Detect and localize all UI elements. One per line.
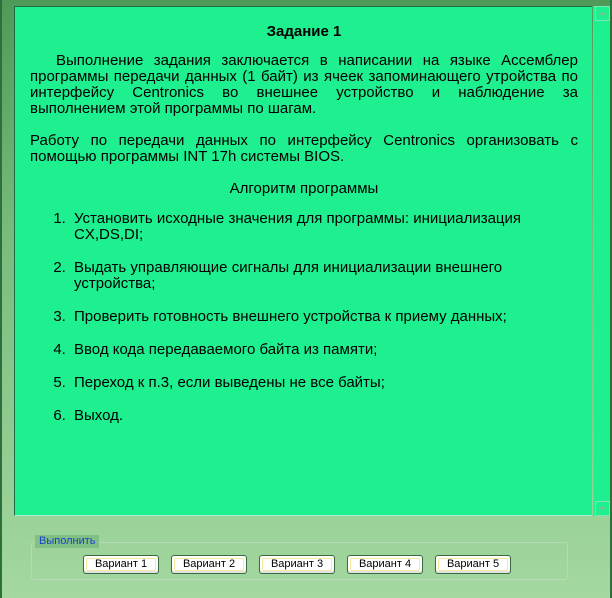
algorithm-step: 2. Выдать управляющие сигналы для инициализации внешнего устройства;	[70, 260, 578, 292]
variant-3-button[interactable]	[259, 555, 335, 574]
variant-2-button[interactable]	[171, 555, 247, 574]
variant-5-label: Вариант 5	[446, 558, 500, 570]
algorithm-title: Алгоритм программы	[229, 180, 379, 197]
scroll-up-arrow-icon	[596, 7, 609, 20]
variant-3-label: Вариант 3	[270, 558, 324, 570]
task-note: Работу по передачи данных по интерфейсу Centronics организовать с помощью программы INT 17h системы BIOS.	[30, 132, 578, 165]
variant-2-label: Вариант 2	[182, 558, 236, 570]
task-intro: Выполнение задания заключается в написании на языке Ассемблер программы передачи данных (1 байт) из ячеек запоминающего утройства по интерфейсу Centronics во внешнее устройство и наблюдение за выполнением этой программы по шагам.	[30, 52, 578, 117]
task-text	[30, 17, 578, 441]
variant-4-label: Вариант 4	[358, 558, 412, 570]
scroll-down-button[interactable]	[595, 501, 610, 516]
task-title: Задание 1	[266, 23, 342, 40]
scroll-up-button[interactable]	[595, 6, 610, 21]
vertical-scrollbar[interactable]	[593, 6, 610, 516]
run-panel	[14, 518, 610, 596]
algorithm-step: 6. Выход.	[70, 408, 578, 424]
variant-1-label: Вариант 1	[94, 558, 148, 570]
variant-4-button[interactable]	[347, 555, 423, 574]
variant-1-button[interactable]	[83, 555, 159, 574]
algorithm-step: 4. Ввод кода передаваемого байта из памяти;	[70, 342, 578, 358]
task-content-panel	[14, 6, 592, 516]
algorithm-step: 5. Переход к п.3, если выведены не все байты;	[70, 375, 578, 391]
run-group-label: Выполнить	[35, 535, 99, 548]
algorithm-step: 3. Проверить готовность внешнего устройства к приему данных;	[70, 309, 578, 325]
variant-5-button[interactable]	[435, 555, 511, 574]
algorithm-steps	[30, 211, 578, 424]
scroll-down-arrow-icon	[596, 502, 609, 515]
algorithm-step: 1. Установить исходные значения для программы: инициализация CX,DS,DI;	[70, 211, 578, 243]
